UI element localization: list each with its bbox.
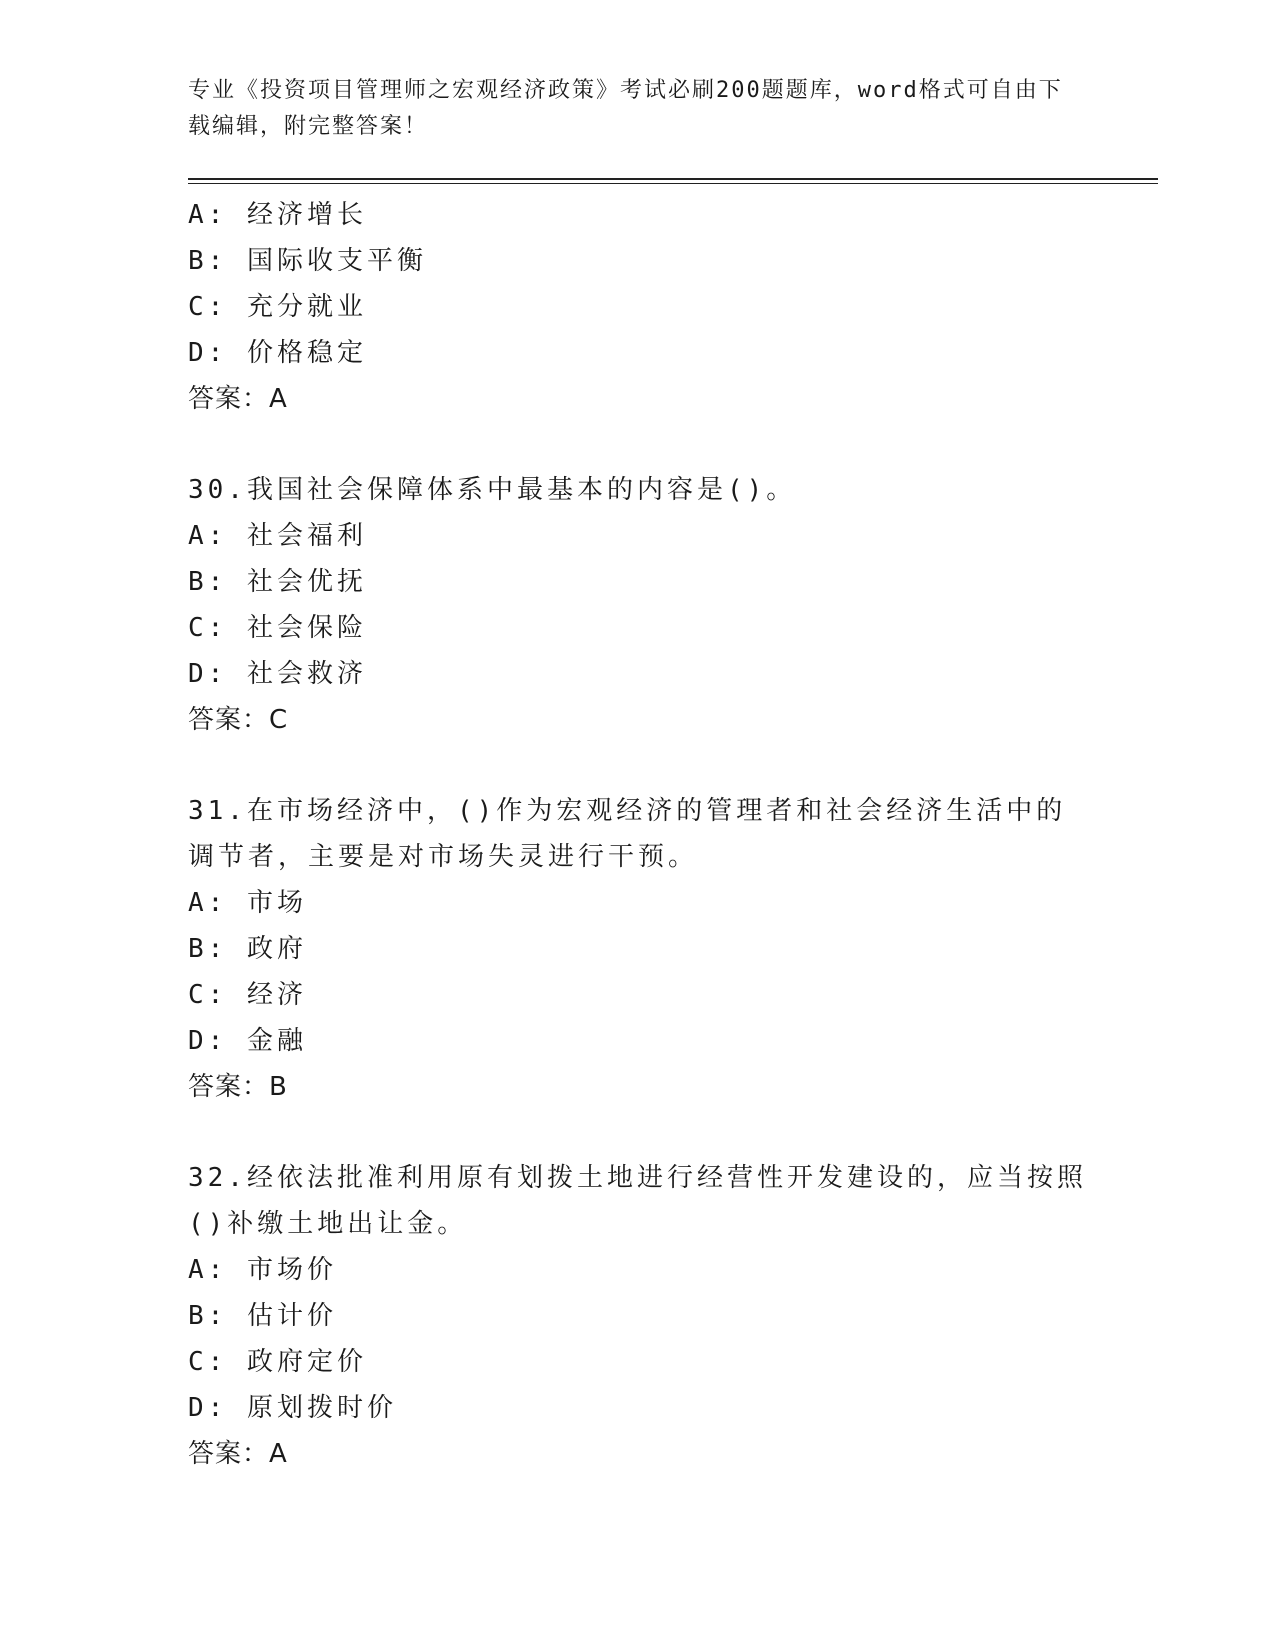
question-text: 32.经依法批准利用原有划拨土地进行经营性开发建设的，应当按照()补缴土地出让金。 — [188, 1163, 1087, 1239]
answer-line: 答案：A — [188, 384, 288, 414]
question-text: 31.在市场经济中，()作为宏观经济的管理者和社会经济生活中的调节者，主要是对市场失灵进行干预。 — [188, 796, 1067, 872]
option-c: C: 充分就业 — [188, 292, 367, 322]
header-divider — [188, 178, 1158, 180]
option-a: A: 社会福利 — [188, 521, 367, 551]
option-b: B: 社会优抚 — [188, 567, 367, 597]
header-divider-thin — [188, 183, 1158, 184]
option-a: A: 市场价 — [188, 1255, 337, 1285]
document-header: 专业《投资项目管理师之宏观经济政策》考试必刷200题题库，word格式可自由下载编辑，附完整答案！ — [188, 78, 1063, 139]
question-block-31 — [188, 788, 1088, 1110]
option-d: D: 价格稳定 — [188, 338, 367, 368]
question-list — [188, 192, 1088, 1477]
option-c: C: 社会保险 — [188, 613, 367, 643]
question-block-30 — [188, 467, 1088, 743]
option-c: C: 政府定价 — [188, 1347, 367, 1377]
option-d: D: 社会救济 — [188, 659, 367, 689]
answer-line: 答案：A — [188, 1439, 288, 1469]
option-d: D: 原划拨时价 — [188, 1393, 397, 1423]
answer-line: 答案：C — [188, 705, 289, 735]
option-b: B: 估计价 — [188, 1301, 337, 1331]
option-a: A: 市场 — [188, 888, 307, 918]
option-b: B: 国际收支平衡 — [188, 246, 427, 276]
option-c: C: 经济 — [188, 980, 307, 1010]
option-b: B: 政府 — [188, 934, 307, 964]
question-text: 30.我国社会保障体系中最基本的内容是()。 — [188, 475, 797, 505]
question-block-29 — [188, 192, 1088, 422]
option-d: D: 金融 — [188, 1026, 307, 1056]
option-a: A: 经济增长 — [188, 200, 367, 230]
question-block-32 — [188, 1155, 1088, 1477]
answer-line: 答案：B — [188, 1072, 288, 1102]
